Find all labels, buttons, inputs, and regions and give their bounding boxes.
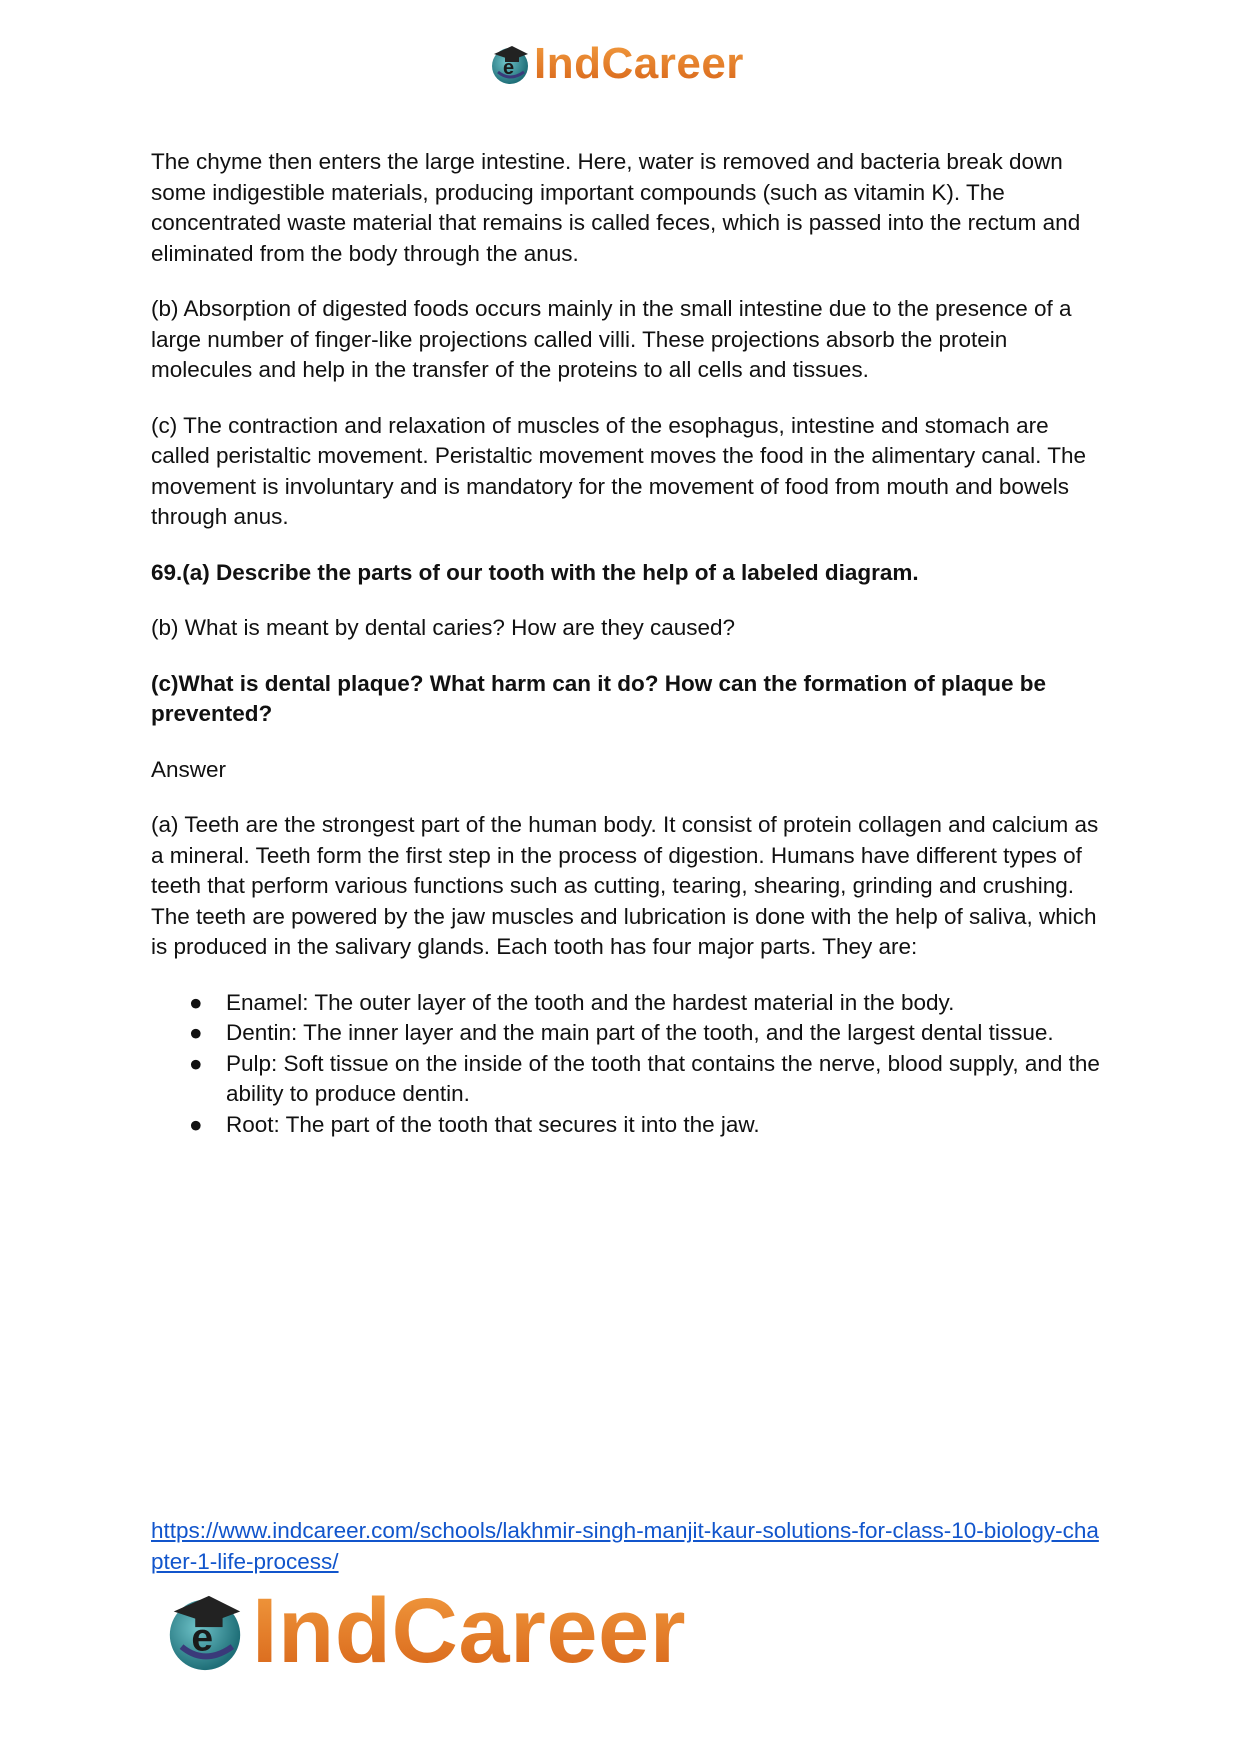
source-link[interactable]: https://www.indcareer.com/schools/lakhmir-singh-manjit-kaur-solutions-for-class-10-biology-chapter-1-life-process/: [151, 1518, 1099, 1574]
bullet-icon: ●: [189, 1050, 203, 1076]
question-69b: (b) What is meant by dental caries? How are they caused?: [151, 615, 736, 640]
bullet-icon: ●: [189, 1020, 203, 1045]
graduation-cap-globe-icon: [488, 42, 532, 86]
footer-logo-text: IndCareer: [252, 1580, 686, 1682]
svg-text:e: e: [191, 1616, 214, 1660]
graduation-cap-globe-icon: [162, 1588, 248, 1674]
paragraph-large-intestine: The chyme then enters the large intestine. Here, water is removed and bacteria break down some indigestible materials, producing important compounds (such as vitamin K). The concentrated waste material that remains is called feces, which is passed into the rectum and eliminated from the body through the anus.: [151, 149, 1081, 266]
list-item: ● Pulp: Soft tissue on the inside of the tooth that contains the nerve, blood supply, and the ability to produce dentin.: [189, 1050, 1100, 1106]
svg-text:e: e: [503, 57, 515, 79]
question-69c: (c)What is dental plaque? What harm can it do? How can the formation of plaque be prevented?: [151, 670, 1047, 726]
list-item: ● Dentin: The inner layer and the main part of the tooth, and the largest dental tissue.: [151, 1018, 1111, 1049]
paragraph-peristalsis: (c) The contraction and relaxation of muscles of the esophagus, intestine and stomach are called peristaltic movement. Peristaltic movement moves the food in the alimentary canal. The movement is involuntary and is mandatory for the movement of food from mouth and bowels through anus.: [151, 412, 1087, 529]
bullet-icon: ●: [189, 1111, 203, 1137]
question-69a: 69.(a) Describe the parts of our tooth with the help of a labeled diagram.: [151, 559, 919, 585]
paragraph-absorption: (b) Absorption of digested foods occurs mainly in the small intestine due to the presence of a large number of finger-like projections called villi. These projections absorb the protein molecules and help in the transfer of the proteins to all cells and tissues.: [151, 296, 1072, 382]
bullet-icon: ●: [189, 989, 203, 1015]
list-item: ● Enamel: The outer layer of the tooth and the hardest material in the body.: [151, 988, 1111, 1019]
document-body: [151, 147, 1111, 1140]
paragraph-teeth: (a) Teeth are the strongest part of the human body. It consist of protein collagen and calcium as a mineral. Teeth form the first step in the process of digestion. Humans have different types of teeth that perform various functions such as cutting, tearing, shearing, grinding and crushing. The teeth are powered by the jaw muscles and lubrication is done with the help of saliva, which is produced in the salivary glands. Each tooth has four major parts. They are:: [151, 812, 1099, 959]
header-logo-text: IndCareer: [534, 39, 744, 88]
answer-heading: Answer: [151, 756, 227, 782]
footer-logo: [162, 1580, 686, 1682]
tooth-parts-list: [151, 988, 1111, 1141]
list-item: ● Root: The part of the tooth that secures it into the jaw.: [151, 1110, 1111, 1141]
header-logo: [488, 39, 744, 88]
